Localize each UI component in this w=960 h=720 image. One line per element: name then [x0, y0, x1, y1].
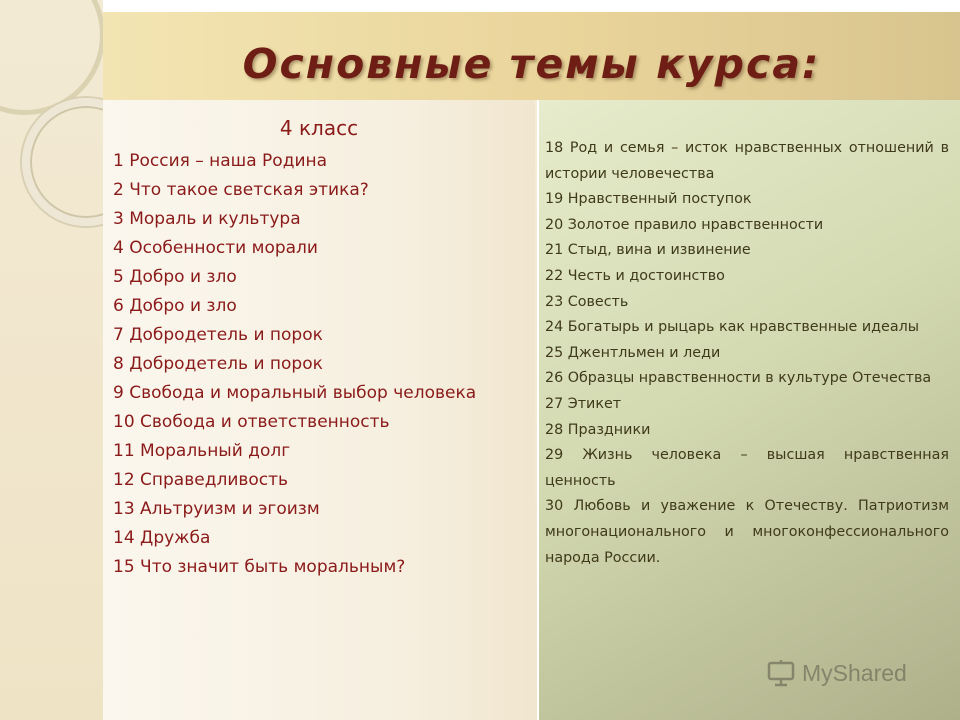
right-topic-list — [545, 136, 949, 571]
topic-item: 4 Особенности морали — [113, 238, 318, 258]
topic-item: 21 Стыд, вина и извинение — [545, 242, 751, 259]
topic-item: 6 Добро и зло — [113, 296, 237, 316]
topic-item: 1 Россия – наша Родина — [113, 151, 328, 171]
topic-item: 7 Добродетель и порок — [113, 325, 323, 345]
page-title: Основные темы курса: — [242, 40, 821, 88]
topic-item: 8 Добродетель и порок — [113, 354, 323, 374]
watermark-text: MyShared — [802, 659, 907, 686]
topic-item: 2 Что такое светская этика? — [113, 180, 369, 200]
topic-item: 12 Справедливость — [113, 470, 289, 490]
topic-item: 25 Джентльмен и леди — [545, 344, 721, 361]
class-heading: 4 класс — [279, 116, 359, 140]
topic-item: 3 Мораль и культура — [113, 209, 301, 229]
topic-item: 30 Любовь и уважение к Отечеству. Патриотизм многонационального и многоконфессионального народа России. — [545, 498, 949, 566]
watermark — [766, 656, 936, 690]
left-topic-list — [113, 147, 531, 582]
topic-item: 13 Альтруизм и эгоизм — [113, 499, 320, 519]
topic-item: 9 Свобода и моральный выбор человека — [113, 383, 477, 403]
topic-item: 24 Богатырь и рыцарь как нравственные идеалы — [545, 319, 920, 336]
topic-item: 11 Моральный долг — [113, 441, 291, 461]
topic-item: 22 Честь и достоинство — [545, 267, 725, 284]
topic-item: 28 Праздники — [545, 421, 651, 438]
topic-item: 18 Род и семья – исток нравственных отношений в истории человечества — [545, 140, 949, 182]
topic-item: 10 Свобода и ответственность — [113, 412, 390, 432]
topic-item: 14 Дружба — [113, 528, 211, 548]
topic-item: 26 Образцы нравственности в культуре Отечества — [545, 370, 932, 387]
topic-item: 27 Этикет — [545, 395, 622, 412]
top-white-bar — [103, 0, 960, 12]
topic-item: 5 Добро и зло — [113, 267, 237, 287]
presentation-icon — [766, 659, 796, 687]
topic-item: 23 Совесть — [545, 293, 629, 310]
topic-item: 29 Жизнь человека – высшая нравственная ценность — [545, 447, 949, 489]
topic-item: 20 Золотое правило нравственности — [545, 216, 824, 233]
topic-item: 19 Нравственный поступок — [545, 191, 752, 208]
topic-item: 15 Что значит быть моральным? — [113, 557, 406, 577]
